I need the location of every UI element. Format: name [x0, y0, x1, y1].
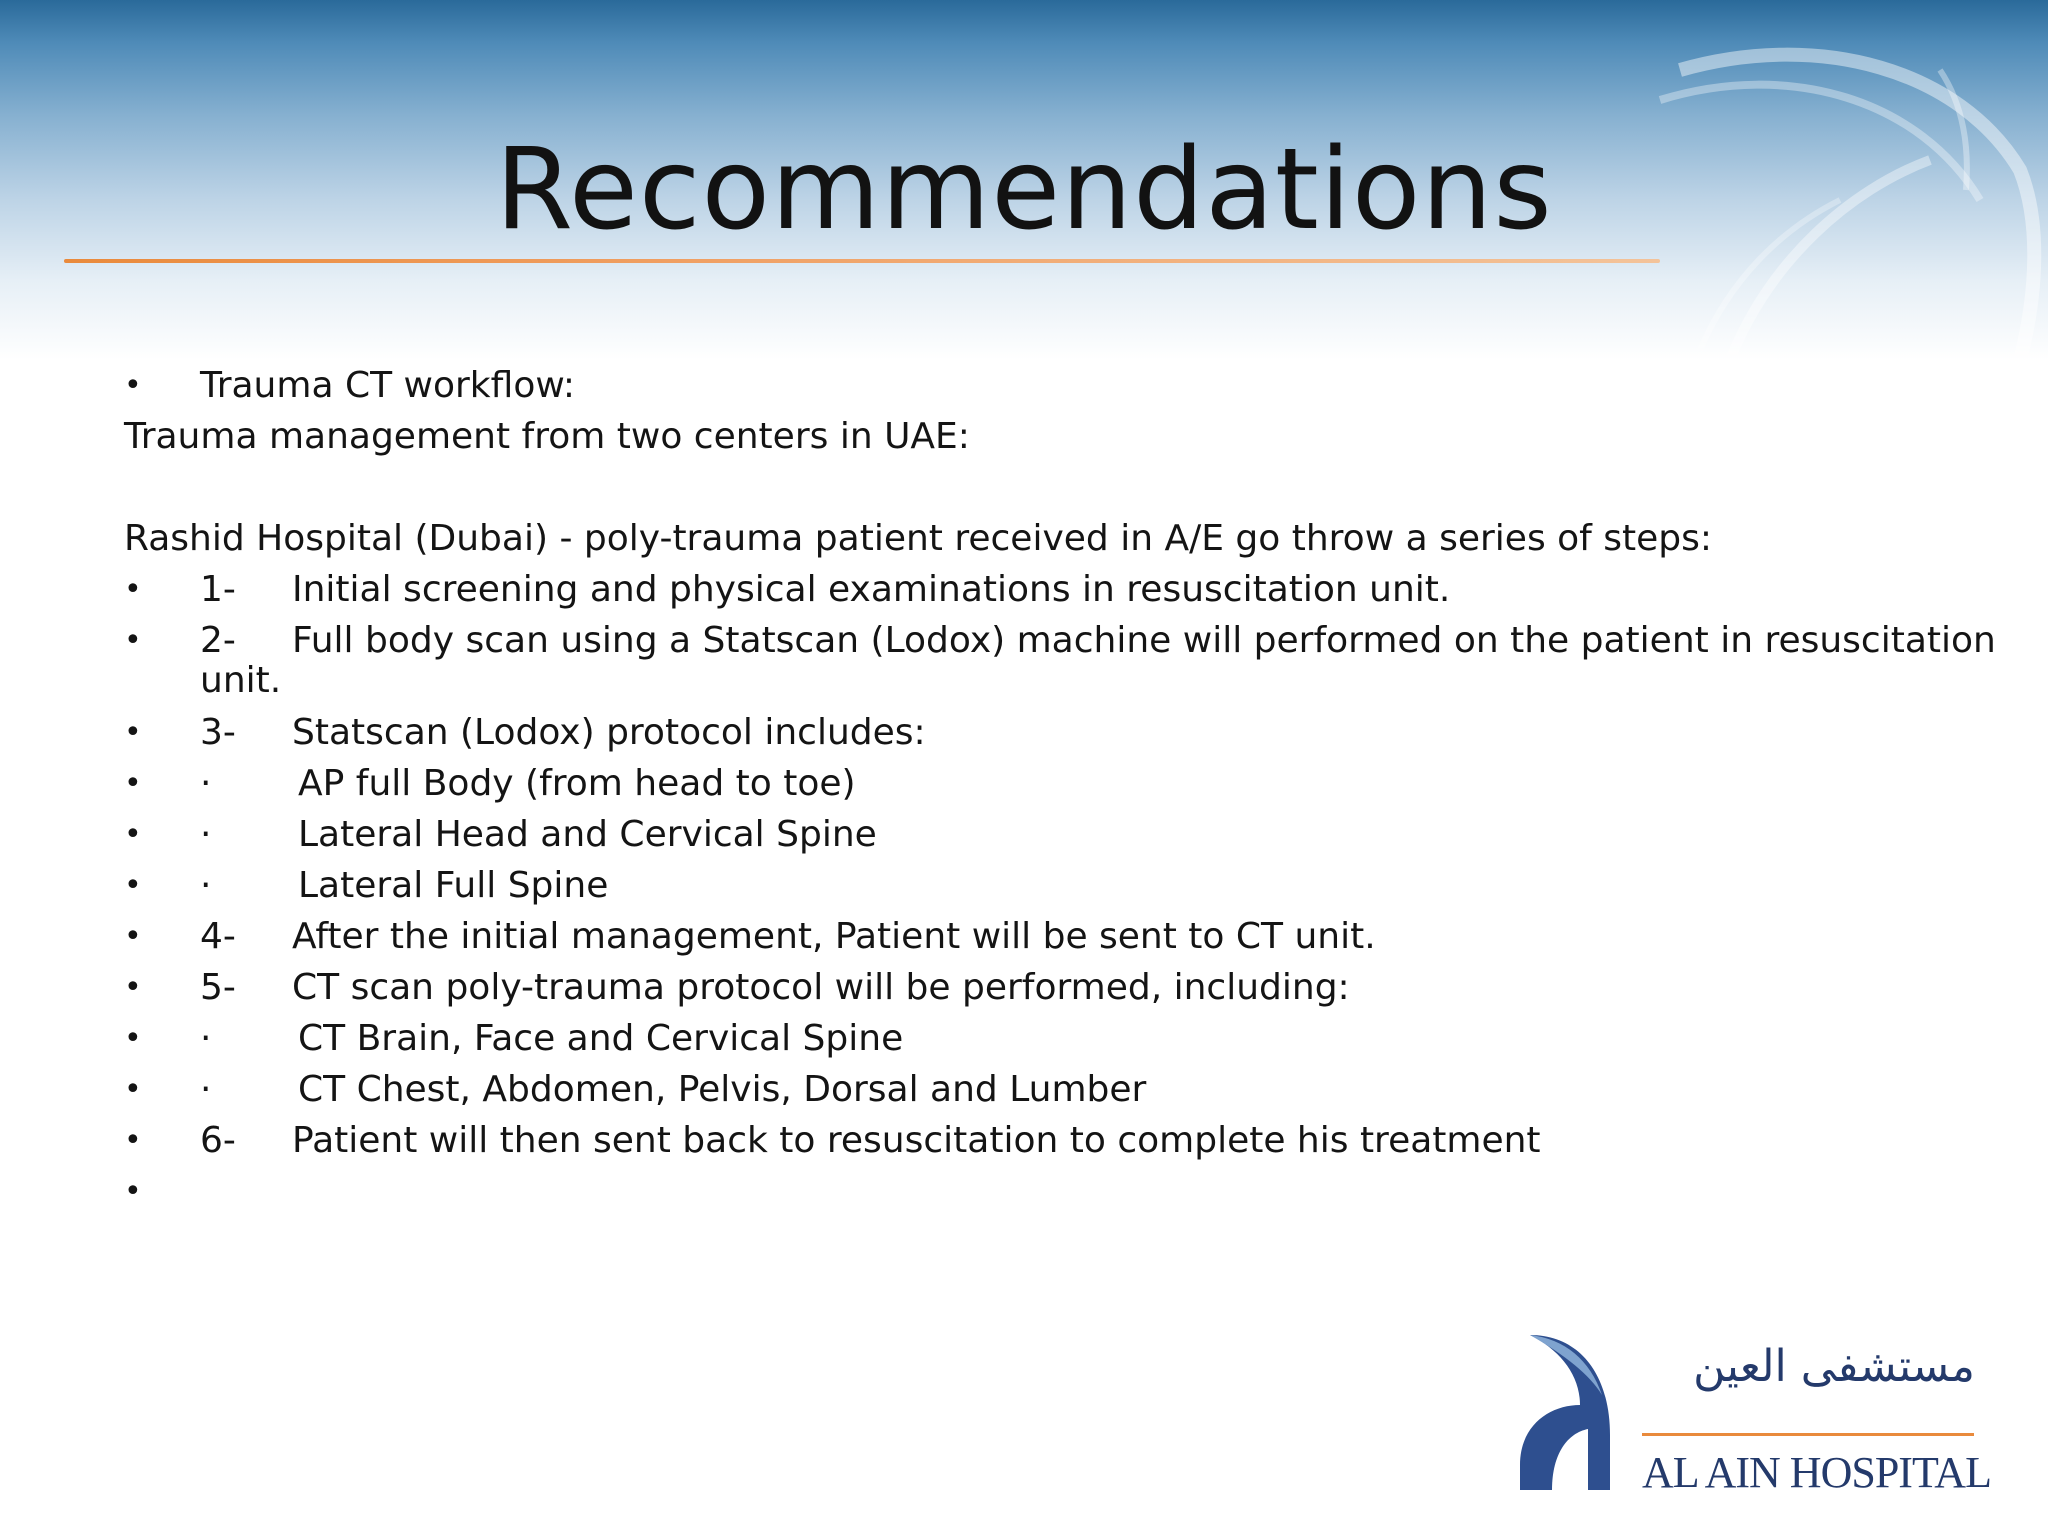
- step-marker: 5-: [200, 967, 236, 1008]
- hospital-line: [124, 513, 1924, 564]
- step-line: [124, 1115, 1924, 1166]
- bullet-glyph: •: [124, 368, 142, 403]
- sub-item-marker: ·: [200, 1018, 212, 1059]
- step-line: [124, 962, 1924, 1013]
- bullet-glyph: •: [124, 919, 142, 954]
- step-marker: 6-: [200, 1120, 236, 1161]
- sub-item-marker: ·: [200, 814, 212, 855]
- step-text: Initial screening and physical examinations in resuscitation unit.: [292, 569, 1451, 610]
- step-marker: 4-: [200, 916, 236, 957]
- bullet-glyph: •: [124, 572, 142, 607]
- bullet-line-heading: [124, 360, 1924, 411]
- sub-item-marker: ·: [200, 1069, 212, 1110]
- sub-item-text: CT Brain, Face and Cervical Spine: [298, 1018, 904, 1059]
- sub-item-marker: ·: [200, 763, 212, 804]
- step-line: [124, 707, 1924, 758]
- step-text: Statscan (Lodox) protocol includes:: [292, 712, 926, 753]
- sub-item-line: [124, 860, 1924, 911]
- step-text: Patient will then sent back to resuscitation to complete his treatment: [292, 1120, 1541, 1161]
- bullet-glyph: •: [124, 970, 142, 1005]
- empty-bullet-line: [124, 1166, 1924, 1217]
- sub-item-text: Lateral Full Spine: [298, 865, 609, 906]
- step-marker: 2-: [200, 620, 236, 661]
- bullet-glyph: •: [124, 715, 142, 750]
- step-line: [124, 911, 1924, 962]
- sub-item-line: [124, 1064, 1924, 1115]
- bullet-glyph: •: [124, 868, 142, 903]
- step-text: After the initial management, Patient will be sent to CT unit.: [292, 916, 1376, 957]
- hospital-text: Rashid Hospital (Dubai) - poly-trauma patient received in A/E go throw a series of steps:: [124, 518, 1713, 559]
- step-marker: 3-: [200, 712, 236, 753]
- intro-line: [124, 411, 1924, 462]
- bullet-glyph: •: [124, 766, 142, 801]
- bullet-glyph: •: [124, 1021, 142, 1056]
- bullet-text: Trauma CT workflow:: [200, 365, 575, 406]
- logo-arabic-name: مستشفى العين: [1693, 1341, 1975, 1392]
- hospital-logo-mark-icon: [1510, 1325, 1620, 1495]
- sub-item-line: [124, 758, 1924, 809]
- hospital-logo-text: AL AIN HOSPITAL: [1642, 1448, 1991, 1497]
- step-line: [124, 615, 1996, 707]
- step-text: CT scan poly-trauma protocol will be performed, including:: [292, 967, 1350, 1008]
- bullet-glyph: •: [124, 1123, 142, 1158]
- sub-item-text: CT Chest, Abdomen, Pelvis, Dorsal and Lumber: [298, 1069, 1147, 1110]
- hospital-logo-arabic-script: [1640, 1335, 1980, 1395]
- sub-item-line: [124, 809, 1924, 860]
- title-underline: [64, 259, 1660, 263]
- bullet-glyph: •: [124, 1174, 142, 1209]
- step-marker: 1-: [200, 569, 236, 610]
- intro-text: Trauma management from two centers in UAE:: [124, 416, 970, 457]
- slide-title: Recommendations: [495, 125, 1553, 255]
- sub-item-text: AP full Body (from head to toe): [298, 763, 856, 804]
- bullet-glyph: •: [124, 817, 142, 852]
- bullet-glyph: •: [124, 623, 142, 658]
- sub-item-text: Lateral Head and Cervical Spine: [298, 814, 877, 855]
- step-line: [124, 564, 1924, 615]
- logo-divider: [1642, 1433, 1974, 1436]
- bullet-glyph: •: [124, 1072, 142, 1107]
- slide-content: [124, 360, 1996, 1217]
- blank-line: [124, 462, 1924, 513]
- hospital-logo: [1510, 1325, 1990, 1505]
- step-text: Full body scan using a Statscan (Lodox) machine will performed on the patient in resuscitation: [292, 620, 1996, 661]
- step-text-continuation: unit.: [200, 660, 282, 701]
- sub-item-line: [124, 1013, 1924, 1064]
- sub-item-marker: ·: [200, 865, 212, 906]
